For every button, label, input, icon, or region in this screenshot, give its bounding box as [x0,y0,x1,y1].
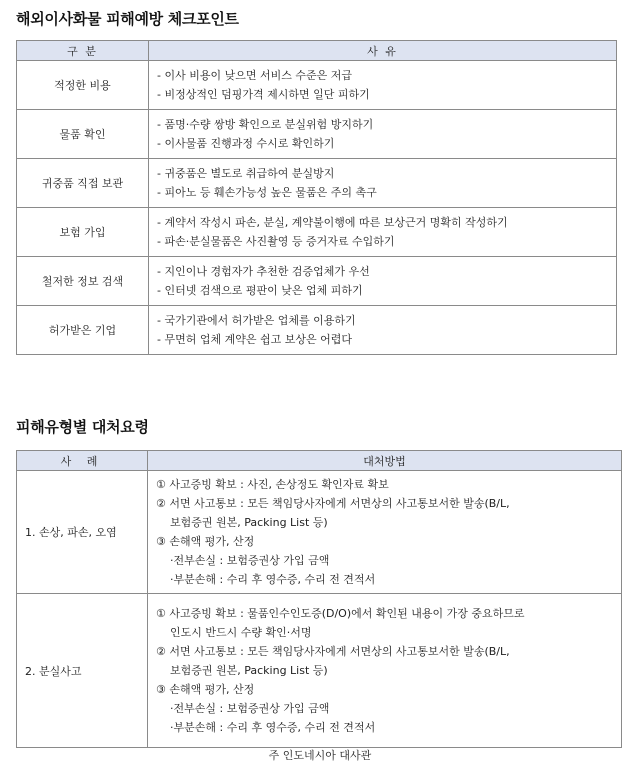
checkpoint-row [17,61,617,110]
checkpoint-row [17,110,617,159]
reason-line: - 계약서 작성시 파손, 분실, 계약불이행에 따른 보상근거 명확히 작성하기 [157,216,508,229]
method-line: ③ 손해액 평가, 산정 [156,535,255,548]
checkpoint-category: 적정한 비용 [17,61,149,110]
reason-line: - 국가기관에서 허가받은 업체를 이용하기 [157,314,356,327]
reason-line: - 품명·수량 쌍방 확인으로 분실위험 방지하기 [157,118,374,131]
checkpoint-category: 귀중품 직접 보관 [17,159,149,208]
checkpoints-table [16,40,617,355]
method-line: ·전부손실 : 보험증권상 가입 금액 [170,702,330,715]
header-reason: 사 유 [149,41,617,61]
checkpoint-category: 철저한 정보 검색 [17,257,149,306]
checkpoint-row [17,257,617,306]
checkpoint-reasons [149,257,617,306]
reason-line: - 파손·분실물품은 사진촬영 등 증거자료 수입하기 [157,235,395,248]
header-method: 대처방법 [148,451,622,471]
checkpoint-row [17,306,617,355]
method-line: ·부분손해 : 수리 후 영수증, 수리 전 견적서 [170,721,376,734]
response-methods [148,594,622,748]
checkpoint-reasons [149,208,617,257]
method-line: ② 서면 사고통보 : 모든 책임당사자에게 서면상의 사고통보서한 발송(B/L, [156,645,510,658]
header-category: 구 분 [17,41,149,61]
method-line: 인도시 반드시 수량 확인·서명 [170,626,312,639]
response-title: 피해유형별 대처요령 [16,418,149,436]
header-case: 사 례 [17,451,148,471]
reason-line: - 귀중품은 별도로 취급하여 분실방지 [157,167,335,180]
checkpoint-row [17,159,617,208]
response-row [17,471,622,594]
response-table [16,450,622,748]
method-line: ·부분손해 : 수리 후 영수증, 수리 전 견적서 [170,573,376,586]
response-case: 2. 분실사고 [17,594,148,748]
response-header-row [17,451,622,471]
checkpoints-title: 해외이사화물 피해예방 체크포인트 [16,10,239,28]
checkpoint-category: 보험 가입 [17,208,149,257]
checkpoint-reasons [149,61,617,110]
method-line: ·전부손실 : 보험증권상 가입 금액 [170,554,330,567]
method-line: 보험증권 원본, Packing List 등) [170,516,328,529]
reason-line: - 무면허 업체 계약은 쉽고 보상은 어렵다 [157,333,352,346]
checkpoint-reasons [149,306,617,355]
checkpoint-row [17,208,617,257]
method-line: ① 사고증빙 확보 : 물품인수인도증(D/O)에서 확인된 내용이 가장 중요하므로 [156,607,525,620]
method-line: ① 사고증빙 확보 : 사진, 손상정도 확인자료 확보 [156,478,389,491]
response-methods [148,471,622,594]
reason-line: - 지인이나 경험자가 추천한 검증업체가 우선 [157,265,370,278]
reason-line: - 피아노 등 훼손가능성 높은 물품은 주의 촉구 [157,186,377,199]
checkpoint-category: 허가받은 기업 [17,306,149,355]
response-row [17,594,622,748]
response-case: 1. 손상, 파손, 오염 [17,471,148,594]
reason-line: - 비정상적인 덤핑가격 제시하면 일단 피하기 [157,88,370,101]
method-line: ③ 손해액 평가, 산정 [156,683,255,696]
checkpoints-header-row [17,41,617,61]
checkpoint-reasons [149,110,617,159]
reason-line: - 이사물품 진행과정 수시로 확인하기 [157,137,335,150]
checkpoint-reasons [149,159,617,208]
reason-line: - 이사 비용이 낮으면 서비스 수준은 저급 [157,69,352,82]
checkpoint-category: 물품 확인 [17,110,149,159]
method-line: ② 서면 사고통보 : 모든 책임당사자에게 서면상의 사고통보서한 발송(B/L, [156,497,510,510]
footer-source: 주 인도네시아 대사관 [268,749,372,762]
method-line: 보험증권 원본, Packing List 등) [170,664,328,677]
reason-line: - 인터넷 검색으로 평판이 낮은 업체 피하기 [157,284,363,297]
